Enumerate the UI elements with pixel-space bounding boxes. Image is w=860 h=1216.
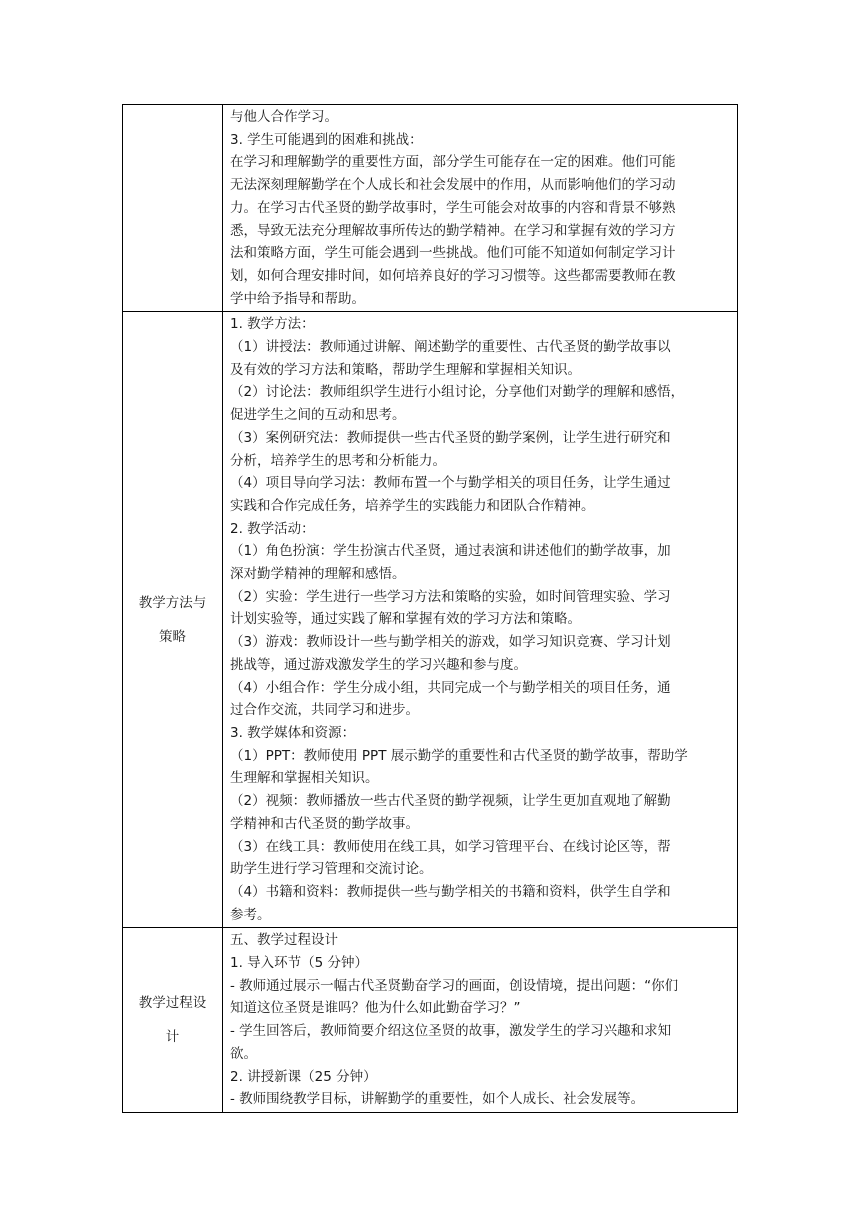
content-line: 力。在学习古代圣贤的勤学故事时，学生可能会对故事的内容和背景不够熟 [230,199,676,216]
content-line: 知道这位圣贤是谁吗？他为什么如此勤奋学习？” [230,1000,521,1017]
content-line: 挑战等，通过游戏激发学生的学习兴趣和参与度。 [230,656,527,673]
content-line: 3. 教学媒体和资源： [230,724,356,741]
content-line: 在学习和理解勤学的重要性方面，部分学生可能存在一定的困难。他们可能 [230,154,676,171]
content-line: 3. 学生可能遇到的困难和挑战： [230,131,423,148]
row-label-cell [123,928,223,1113]
content-line: （1）角色扮演：学生扮演古代圣贤，通过表演和讲述他们的勤学故事，加 [230,543,671,560]
row-label-cell [123,105,223,312]
content-line: （1）讲授法：教师通过讲解、阐述勤学的重要性、古代圣贤的勤学故事以 [230,339,671,356]
table-row [123,928,738,1113]
content-line: （4）书籍和资料：教师提供一些与勤学相关的书籍和资料，供学生自学和 [230,883,671,900]
content-line: 五、教学过程设计 [230,932,338,949]
content-line: 悉，导致无法充分理解故事所传达的勤学精神。在学习和掌握有效的学习方 [230,222,676,239]
row-content-cell [223,928,738,1113]
content-line: 促进学生之间的互动和思考。 [230,407,406,424]
content-line: 欲。 [230,1045,257,1062]
content-line: （4）小组合作：学生分成小组，共同完成一个与勤学相关的项目任务，通 [230,679,671,696]
content-line: 1. 教学方法： [230,316,315,333]
content-line: 划，如何合理安排时间，如何培养良好的学习习惯等。这些都需要教师在教 [230,267,676,284]
row-content-cell [223,105,738,312]
content-line: 分析，培养学生的思考和分析能力。 [230,452,446,469]
content-line: 1. 导入环节（5 分钟） [230,955,369,972]
content-line: （2）讨论法：教师组织学生进行小组讨论，分享他们对勤学的理解和感悟， [230,384,685,401]
row-label: 教学过程设 [138,995,207,1012]
content-line: 参考。 [230,906,271,923]
content-line: （4）项目导向学习法：教师布置一个与勤学相关的项目任务，让学生通过 [230,475,671,492]
content-line: 无法深刻理解勤学在个人成长和社会发展中的作用，从而影响他们的学习动 [230,177,676,194]
content-line: 计划实验等，通过实践了解和掌握有效的学习方法和策略。 [230,611,581,628]
content-line: 深对勤学精神的理解和感悟。 [230,566,406,583]
content-line: 学精神和古代圣贤的勤学故事。 [230,815,419,832]
content-line: 与他人合作学习。 [230,109,338,125]
row-content-cell [223,312,738,928]
content-line: （2）视频：教师播放一些古代圣贤的勤学视频，让学生更加直观地了解勤 [230,793,671,810]
content-line: 生理解和掌握相关知识。 [230,770,379,787]
content-line: 2. 讲授新课（25 分钟） [230,1068,377,1085]
content-line: - 教师通过展示一幅古代圣贤勤奋学习的画面，创设情境，提出问题：“你们 [230,977,679,994]
lesson-plan-table [122,104,738,1113]
content-line: （1）PPT：教师使用 PPT 展示勤学的重要性和古代圣贤的勤学故事，帮助学 [230,747,688,764]
table-row [123,312,738,928]
table-row [123,105,738,312]
content-line: （3）游戏：教师设计一些与勤学相关的游戏，如学习知识竞赛、学习计划 [230,634,671,651]
content-line: - 教师围绕教学目标，讲解勤学的重要性，如个人成长、社会发展等。 [230,1091,645,1108]
content-line: （2）实验：学生进行一些学习方法和策略的实验，如时间管理实验、学习 [230,588,671,605]
content-line: 过合作交流，共同学习和进步。 [230,702,419,719]
content-line: 法和策略方面，学生可能会遇到一些挑战。他们可能不知道如何制定学习计 [230,245,676,262]
content-line: 学中给予指导和帮助。 [230,290,365,307]
content-line: - 学生回答后，教师简要介绍这位圣贤的故事，激发学生的学习兴趣和求知 [230,1023,672,1040]
row-label: 策略 [159,628,186,645]
row-label-cell [123,312,223,928]
content-line: （3）在线工具：教师使用在线工具，如学习管理平台、在线讨论区等，帮 [230,838,671,855]
content-line: 2. 教学活动： [230,520,315,537]
content-line: 及有效的学习方法和策略，帮助学生理解和掌握相关知识。 [230,361,581,378]
row-label: 教学方法与 [138,594,207,611]
content-line: （3）案例研究法：教师提供一些古代圣贤的勤学案例，让学生进行研究和 [230,429,671,446]
row-label: 计 [165,1029,180,1046]
content-line: 实践和合作完成任务，培养学生的实践能力和团队合作精神。 [230,497,595,514]
content-line: 助学生进行学习管理和交流讨论。 [230,861,433,878]
